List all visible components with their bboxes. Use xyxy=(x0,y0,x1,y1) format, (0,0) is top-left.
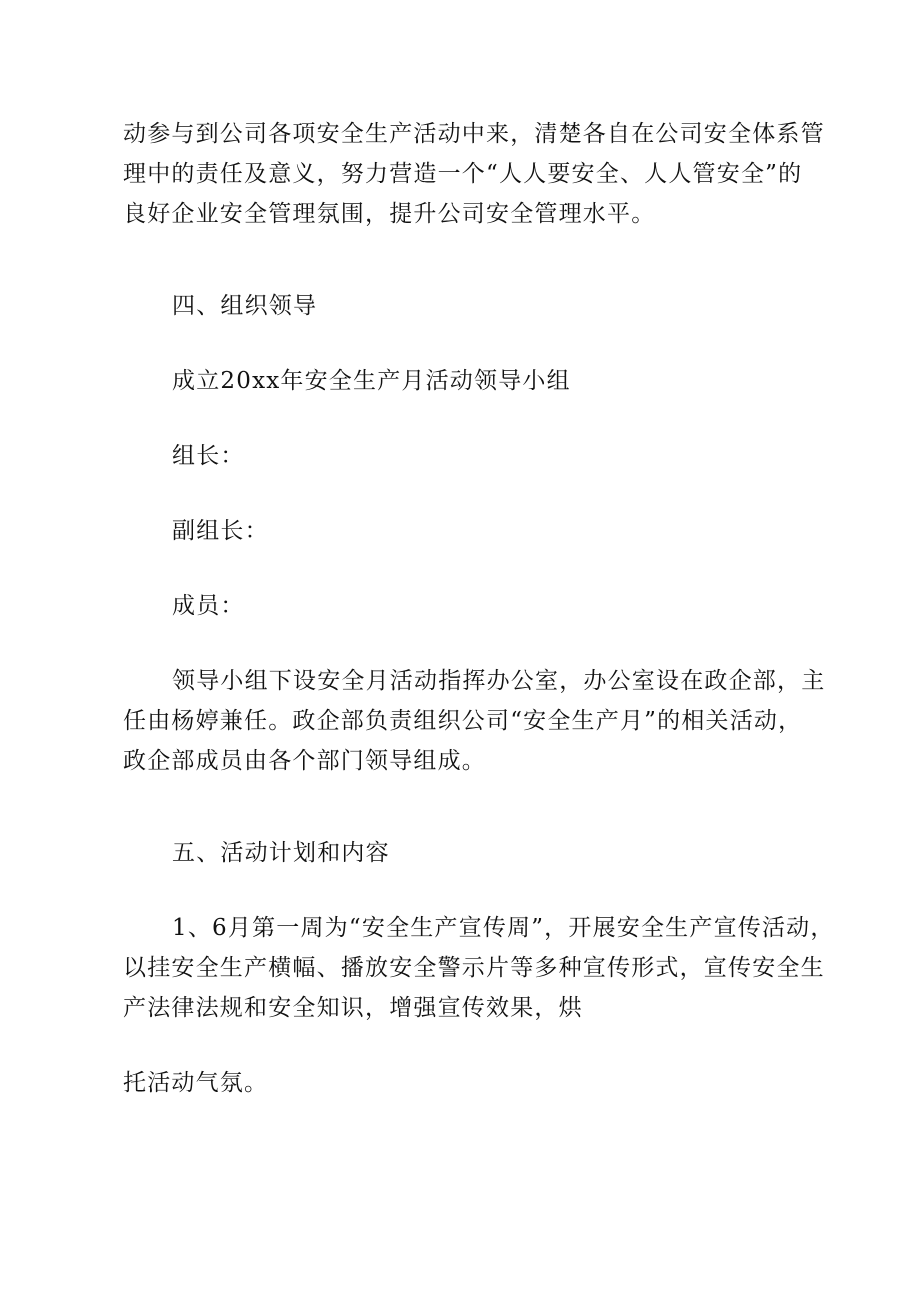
text-line: 组长： xyxy=(172,443,245,469)
field-group-leader xyxy=(172,436,812,476)
text-line: 领导小组下设安全月活动指挥办公室，办公室设在政企部，主 xyxy=(172,668,826,694)
text-line: 产法律法规和安全知识，增强宣传效果，烘 xyxy=(123,995,583,1021)
text-line: 四、组织领导 xyxy=(172,293,318,319)
section-heading-organization xyxy=(172,286,812,326)
text-line: 政企部成员由各个部门领导组成。 xyxy=(123,748,486,774)
text-line: 理中的责任及意义，努力营造一个“人人要安全、人人管安全”的 xyxy=(123,161,803,187)
text-line: 1、6月第一周为“安全生产宣传周”，开展安全生产宣传活动， xyxy=(172,915,835,941)
paragraph-office-setup xyxy=(123,661,826,781)
paragraph-leadership-group xyxy=(172,361,812,401)
paragraph-intro-continuation xyxy=(123,114,825,234)
text-line: 托活动气氛。 xyxy=(123,1070,269,1096)
text-line: 成立20xx年安全生产月活动领导小组 xyxy=(172,368,571,394)
field-deputy-group-leader xyxy=(172,511,812,551)
text-line: 五、活动计划和内容 xyxy=(172,840,390,866)
text-line: 以挂安全生产横幅、播放安全警示片等多种宣传形式，宣传安全生 xyxy=(123,955,825,981)
paragraph-week-one-plan xyxy=(123,908,835,1028)
section-heading-activity-plan xyxy=(172,833,812,873)
paragraph-week-one-plan-tail xyxy=(123,1063,803,1103)
text-line: 成员： xyxy=(172,593,245,619)
text-line: 良好企业安全管理氛围，提升公司安全管理水平。 xyxy=(123,201,656,227)
text-line: 任由杨婷兼任。政企部负责组织公司“安全生产月”的相关活动， xyxy=(123,708,803,734)
field-members xyxy=(172,586,812,626)
text-line: 动参与到公司各项安全生产活动中来，清楚各自在公司安全体系管 xyxy=(123,121,825,147)
text-line: 副组长： xyxy=(172,518,269,544)
